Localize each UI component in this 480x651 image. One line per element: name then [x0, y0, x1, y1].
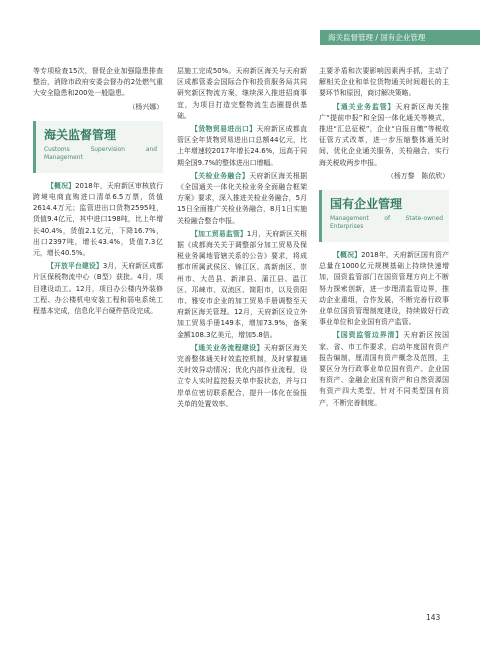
column-3 [319, 66, 449, 411]
paragraph-text: 1月，天府新区关根据《成都海关关于调整部分加工贸易及保税业务属地管辖关系的公告》要求，将成都市所属武侯区、锦江区、高新南区、崇州市、大邑县、新津县、蒲江县、温江区、邛崃市、双流区、简阳市，以及资阳市、雅安市企业的加工贸易手册调整至天府新区海关管理。12月，天府新区设立外加工贸易手册149本，增加73.9%，备案金额108.3亿美元，增加5.8倍。 [177, 229, 308, 339]
paragraph-tag: 【国资监管边界清】 [333, 331, 404, 340]
paragraph: 层施工完成50%。天府新区海关与天府新区成都管委会国际合作和投资服务局共同研究新区物流方案，继续深入推进招商事宜，为项目打造完整物流生态圈提供基础。 [177, 67, 307, 120]
paragraph-text: 2018年，天府新区国有资产总量在1000亿元规模基础上持续快速增加，国资监管部门在国资管理方向上不断努力探索创新，进一步理清监管边界，推动企业重组，合作发展，不断完善行政事业单位国资管理制度建设，持续做好行政事业单位和企业国有资产监管。 [319, 251, 449, 327]
paragraph-text: 3月，天府新区成都片区保税物流中心（B型）获批。4月，项目建设动工。12月，项目办公楼内外装修工程、办公楼机电安装工程和弱电系统工程基本完成，信息化平台硬件搭设完成。 [33, 262, 164, 316]
paragraph [177, 343, 307, 410]
section-title: 海关监督管理 [44, 127, 117, 142]
paragraph: 等专项检查15次，督促企业加强隐患排查整治，消除市政府安委会督办的2处燃气重大安全隐患和200处一般隐患。 [33, 67, 163, 98]
column-2 [177, 66, 307, 412]
paragraph-text: 天府新区成都直管区全年货物贸易进出口总额44亿元，比上年增速较2017年增长24.6%，远高于同期全国9.7%的整体进出口增幅。 [177, 125, 308, 167]
paragraph-tag: 【概况】 [333, 251, 362, 260]
paragraph-tag: 【概况】 [47, 181, 76, 190]
section-heading-customs [33, 121, 163, 173]
paragraph-tag: 【加工贸易监管】 [191, 229, 247, 238]
header-section-title: 海关监督管理 / 国有企业管理 [328, 33, 426, 42]
page-number: 143 [426, 613, 441, 622]
paragraph-text: 天府新区海关根据《全国通关一体化关检业务全面融合框架方案》要求，深入推进关检业务融合，5月15日全面推广关检业务融合，8月1日实施关检融合整合申报。 [177, 171, 308, 225]
paragraph-tag: 【通关业务监管】 [333, 102, 396, 111]
author-credit: （杨兴娜） [128, 102, 163, 111]
paragraph [177, 229, 307, 341]
section-subtitle: Customs Supervision and Management [44, 146, 157, 161]
paragraph [33, 261, 163, 317]
section-heading-soe [319, 190, 449, 242]
paragraph [177, 171, 307, 227]
paragraph-tag: 【通关业务流程建设】 [191, 343, 264, 352]
section-subtitle: Management of State-owned Enterprises [330, 216, 443, 231]
paragraph-text: 天府新区海关推广“提前申报”和全国一体化通关等模式，推进“汇总征税”，企业“自报自缴”等税收征管方式改革，进一步压缩整体通关时间，优化企业通关服务，关检融合，实行海关税收两步申报。 [319, 102, 450, 167]
paragraph [319, 330, 449, 408]
paragraph-tag: 【开放平台建设】 [47, 262, 103, 271]
paragraph [319, 250, 449, 328]
author-credit: （杨万黎 陈依欣） [386, 171, 449, 180]
paragraph [33, 181, 163, 259]
paragraph [177, 124, 307, 169]
paragraph-text: 2018年，天府新区审核放行跨境电商直购进口清单6.5万票，货值2614.4万元；监管进出口货物2595吨，货值9.4亿元，其中进口198吨，比上年增长40.4%，货值2.1亿元，下降16.7%，出口2397吨，增长43.4%，货值7.3亿元，增长40.5%。 [33, 181, 163, 258]
section-title: 国有企业管理 [330, 197, 403, 212]
page-header [0, 0, 480, 48]
column-1 [33, 66, 163, 319]
paragraph-text: 天府新区按国家、省、市工作要求，启动年度国有资产报告编制，厘清国有资产概念及范围，主要区分为行政事业单位国有资产、企业国有资产、金融企业国有资产和自然资源国有资产四大类型，针对不同类型国有资产，不断完善制度。 [319, 331, 450, 407]
paragraph-tag: 【关检业务融合】 [191, 171, 250, 180]
paragraph [319, 102, 449, 169]
paragraph: 主要矛盾和次要影响因素两手抓，主动了解相关企业和单位货物通关时间超长的主要环节和原因，商讨解决策略。 [319, 67, 449, 98]
paragraph-tag: 【货物贸易进出口】 [191, 125, 257, 134]
paragraph-text: 天府新区海关完善整体通关时效监控机制，及时掌握通关时效异动情况；优化内部作业流程，设立专人实时监控报关单申报状态，并与口岸单位密切联系配合，提升一体化在验报关单的处置效率。 [177, 343, 308, 408]
